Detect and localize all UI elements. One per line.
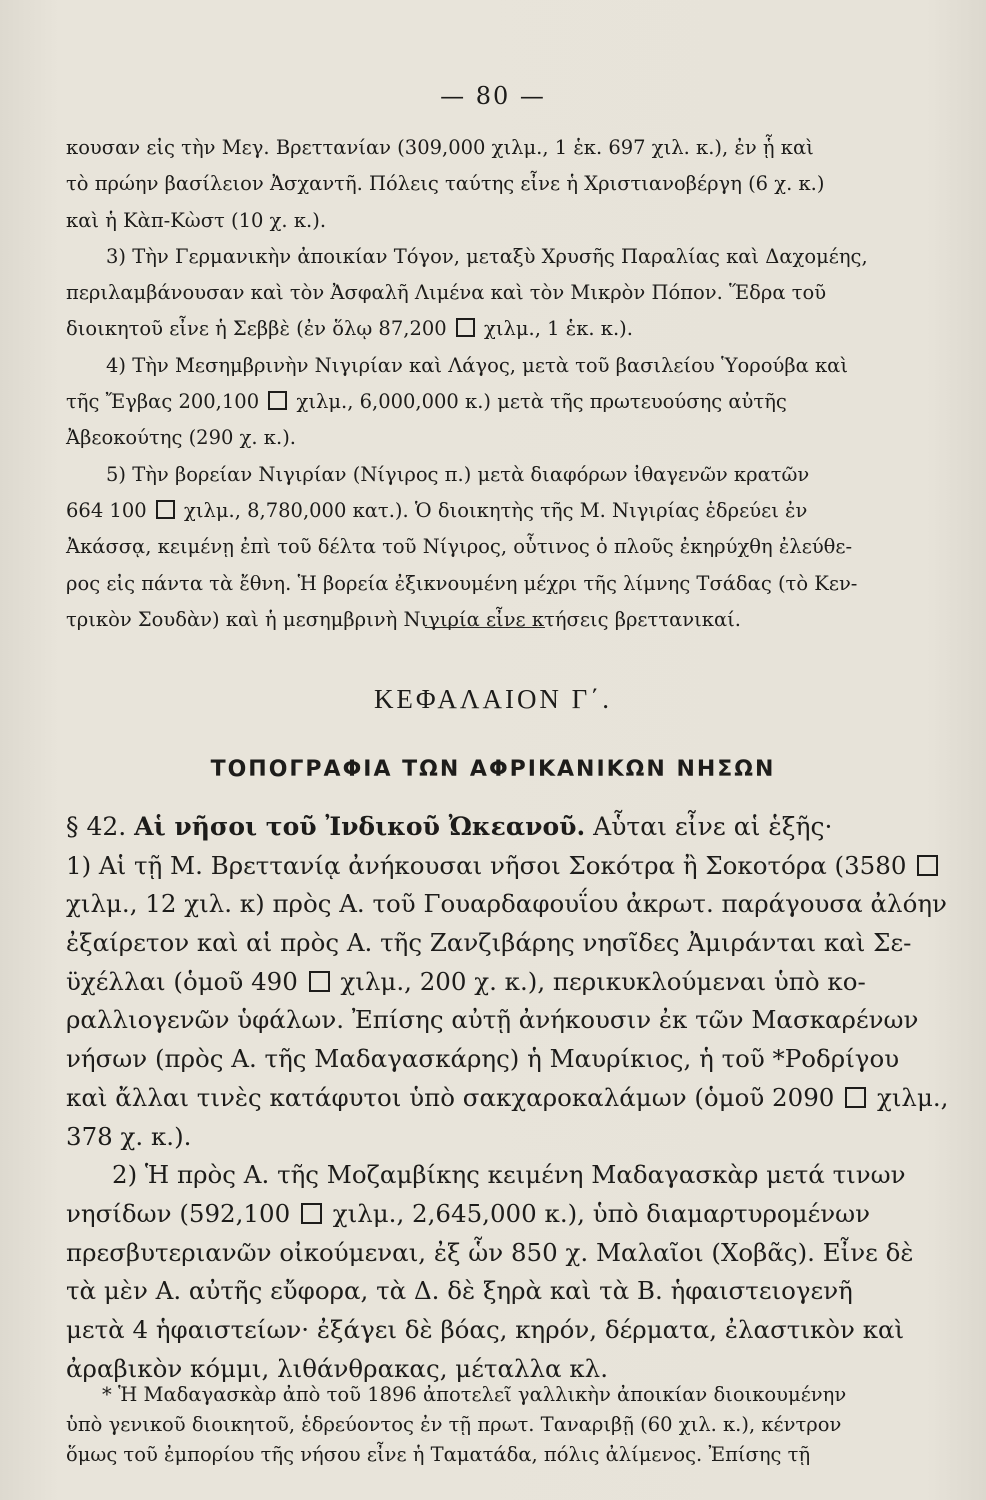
section-heading-line [66, 808, 926, 847]
text-line: Ἀκάσσᾳ, κειμένῃ ἐπὶ τοῦ δέλτα τοῦ Νίγιρος, οὗτινος ὁ πλοῦς ἐκηρύχθη ἐλεύθε- [66, 535, 853, 559]
text-line: 2) Ἡ πρὸς Α. τῆς Μοζαμβίκης κειμένη Μαδαγασκὰρ μετά τινων [112, 1160, 906, 1190]
square-unit-icon [268, 391, 287, 410]
chapter-subtitle: ΤΟΠΟΓΡΑΦΙΑ ΤΩΝ ΑΦΡΙΚΑΝΙΚΩΝ ΝΗΣΩΝ [210, 757, 776, 782]
square-unit-icon [917, 855, 938, 876]
square-unit-icon [156, 500, 175, 519]
section-number: § 42. [66, 812, 127, 841]
section-42 [66, 808, 949, 1388]
text-line: ρος εἰς πάντα τὰ ἔθνη. Ἡ βορεία ἐξικνουμένη μέχρι τῆς λίμνης Τσάδας (τὸ Κεν- [66, 571, 858, 595]
section-divider [425, 627, 545, 628]
text-line: 664 100 χιλμ., 8,780,000 κατ.). Ὁ διοικητὴς τῆς Μ. Νιγιρίας ἑδρεύει ἐν [66, 498, 808, 522]
text-line: ραλλιογενῶν ὑφάλων. Ἐπίσης αὐτῇ ἀνήκουσιν ἐκ τῶν Μασκαρένων [66, 1005, 919, 1035]
text-line: νησίδων (592,100 χιλμ., 2,645,000 κ.), ὑπὸ διαμαρτυρομένων [66, 1198, 871, 1228]
text-line: κουσαν εἰς τὴν Μεγ. Βρεττανίαν (309,000 χιλμ., 1 ἑκ. 697 χιλ. κ.), ἐν ᾗ καὶ [66, 136, 814, 159]
section-intro: Αὗται εἶνε αἱ ἑξῆς· [593, 812, 833, 841]
square-unit-icon [845, 1087, 866, 1108]
top-paragraphs [66, 130, 926, 638]
footnote [66, 1380, 926, 1470]
text-line: τῆς Ἔγβας 200,100 χιλμ., 6,000,000 κ.) μετὰ τῆς πρωτευούσης αὐτῆς [66, 390, 787, 414]
footnote-line: ὑπὸ γενικοῦ διοικητοῦ, ἑδρεύοντος ἐν τῇ πρωτ. Ταναριβῇ (60 χιλ. κ.), κέντρον [66, 1413, 842, 1436]
text-line: καὶ ἄλλαι τινὲς κατάφυτοι ὑπὸ σακχαροκαλάμων (ὁμοῦ 2090 χιλμ., [66, 1082, 949, 1112]
text-line: Ἀβεοκούτης (290 χ. κ.). [66, 426, 297, 450]
square-unit-icon [301, 1203, 322, 1224]
text-line: χιλμ., 12 χιλ. κ) πρὸς Α. τοῦ Γουαρδαφουΐου ἀκρωτ. παράγουσα ἀλόην [66, 889, 947, 919]
text-line: 1) Αἱ τῇ Μ. Βρεττανίᾳ ἀνήκουσαι νῆσοι Σοκότρα ἢ Σοκοτόρα (3580 [66, 847, 926, 886]
chapter-title: ΚΕΦΑΛΑΙΟΝ Γ΄. [373, 684, 613, 714]
text-line: μετὰ 4 ἡφαιστείων· ἐξάγει δὲ βόας, κηρόν, δέρματα, ἐλαστικὸν καὶ [66, 1314, 905, 1344]
text-line: τὰ μὲν Α. αὐτῆς εὔφορα, τὰ Δ. δὲ ξηρὰ καὶ τὰ Β. ἡφαιστειογενῆ [66, 1276, 853, 1306]
text-line: 378 χ. κ.). [66, 1121, 192, 1151]
text-line: τρικὸν Σουδὰν) καὶ ἡ μεσημβρινὴ Νιγιρία εἶνε κτήσεις βρεττανικαί. [66, 607, 741, 631]
footnote-line: ὅμως τοῦ ἐμπορίου τῆς νήσου εἶνε ἡ Ταματάδα, πόλις ἀλίμενος. Ἐπίσης τῇ [66, 1443, 811, 1466]
text-line: 5) Τὴν βορείαν Νιγιρίαν (Νίγιρος π.) μετὰ διαφόρων ἰθαγενῶν κρατῶν [106, 462, 810, 486]
page-number: — 80 — [440, 82, 546, 110]
text-line: νήσων (πρὸς Α. τῆς Μαδαγασκάρης) ἡ Μαυρίκιος, ἡ τοῦ *Ροδρίγου [66, 1044, 900, 1074]
text-line: περιλαμβάνουσαν καὶ τὸν Ἀσφαλῆ Λιμένα καὶ τὸν Μικρὸν Πόπον. Ἕδρα τοῦ [66, 281, 827, 305]
text-line: ἐξαίρετον καὶ αἱ πρὸς Α. τῆς Ζανζιβάρης νησῖδες Ἀμιράνται καὶ Σε- [66, 928, 912, 958]
text-line: ϋχέλλαι (ὁμοῦ 490 χιλμ., 200 χ. κ.), περικυκλούμεναι ὑπὸ κο- [66, 966, 866, 996]
footnote-line: * Ἡ Μαδαγασκὰρ ἀπὸ τοῦ 1896 ἀποτελεῖ γαλλικὴν ἀποικίαν διοικουμένην [102, 1383, 847, 1406]
text-line: τὸ πρώην βασίλειον Ἀσχαντῆ. Πόλεις ταύτης εἶνε ἡ Χριστιανοβέργη (6 χ. κ.) [66, 172, 825, 196]
text-line: 3) Τὴν Γερμανικὴν ἀποικίαν Τόγον, μεταξὺ Χρυσῆς Παραλίας καὶ Δαχομέης, [106, 244, 868, 268]
square-unit-icon [456, 318, 475, 337]
section-heading: Αἱ νῆσοι τοῦ Ἰνδικοῦ Ὠκεανοῦ. [134, 812, 586, 841]
text-line: καὶ ἡ Κὰπ-Κὼστ (10 χ. κ.). [66, 208, 327, 232]
text-line: διοικητοῦ εἶνε ἡ Σεββὲ (ἐν ὅλῳ 87,200 χιλμ., 1 ἑκ. κ.). [66, 317, 633, 341]
text-line: ἀραβικὸν κόμμι, λιθάνθρακας, μέταλλα κλ. [66, 1353, 609, 1383]
square-unit-icon [309, 971, 330, 992]
text-line: πρεσβυτεριανῶν οἰκούμεναι, ἐξ ὧν 850 χ. Μαλαῖοι (Χοβᾶς). Εἶνε δὲ [66, 1237, 914, 1267]
text-line: 4) Τὴν Μεσημβρινὴν Νιγιρίαν καὶ Λάγος, μετὰ τοῦ βασιλείου Ὑορούβα καὶ [106, 353, 848, 377]
